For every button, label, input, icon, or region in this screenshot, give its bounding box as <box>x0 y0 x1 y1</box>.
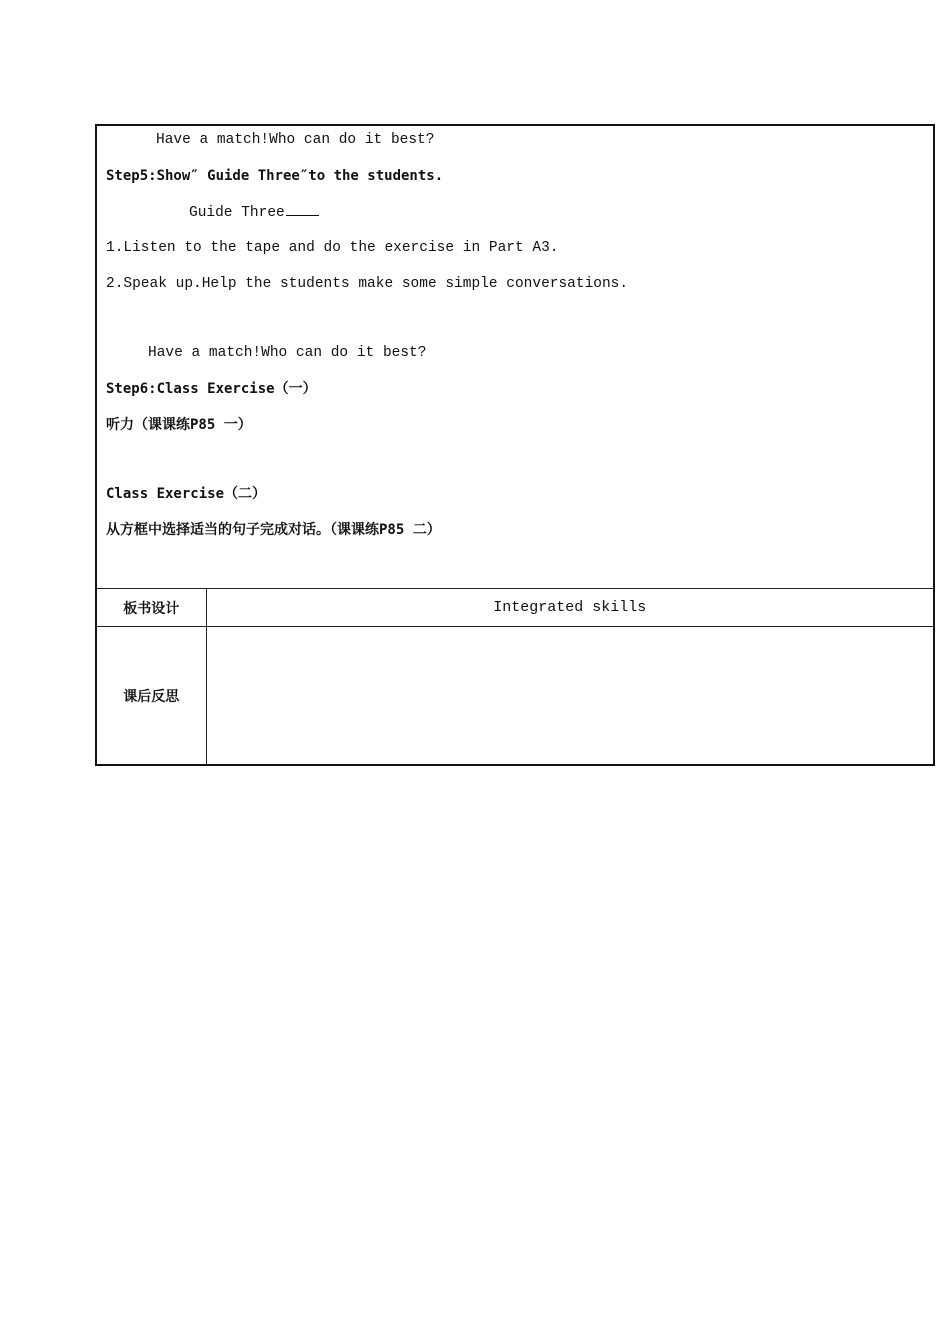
reflection-label: 课后反思 <box>96 627 206 766</box>
teaching-steps-cell <box>96 125 934 589</box>
board-design-label: 板书设计 <box>96 589 206 627</box>
listening-exercise: 听力（课课练P85 一） <box>106 417 252 433</box>
guide-three-blank <box>286 203 319 216</box>
board-design-row <box>96 589 934 627</box>
guide-three-line <box>189 203 319 222</box>
lesson-plan-table <box>95 124 935 766</box>
class-exercise-2-heading: Class Exercise（二） <box>106 486 267 502</box>
reflection-content[interactable] <box>206 627 934 766</box>
step5-heading: Step5:Show″ Guide Three″to the students. <box>106 168 444 184</box>
reflection-row <box>96 627 934 766</box>
step6-heading: Step6:Class Exercise（一） <box>106 381 317 397</box>
match-line-1: Have a match!Who can do it best? <box>156 132 435 148</box>
teaching-steps-row <box>96 125 934 589</box>
step5-item-1: 1.Listen to the tape and do the exercise in Part A3. <box>106 240 559 256</box>
match-line-2: Have a match!Who can do it best? <box>148 345 427 361</box>
dialogue-completion-instruction: 从方框中选择适当的句子完成对话。（课课练P85 二） <box>106 522 441 538</box>
board-design-title: Integrated skills <box>206 589 934 627</box>
step5-item-2: 2.Speak up.Help the students make some simple conversations. <box>106 276 629 292</box>
guide-three-label: Guide Three <box>189 205 285 221</box>
